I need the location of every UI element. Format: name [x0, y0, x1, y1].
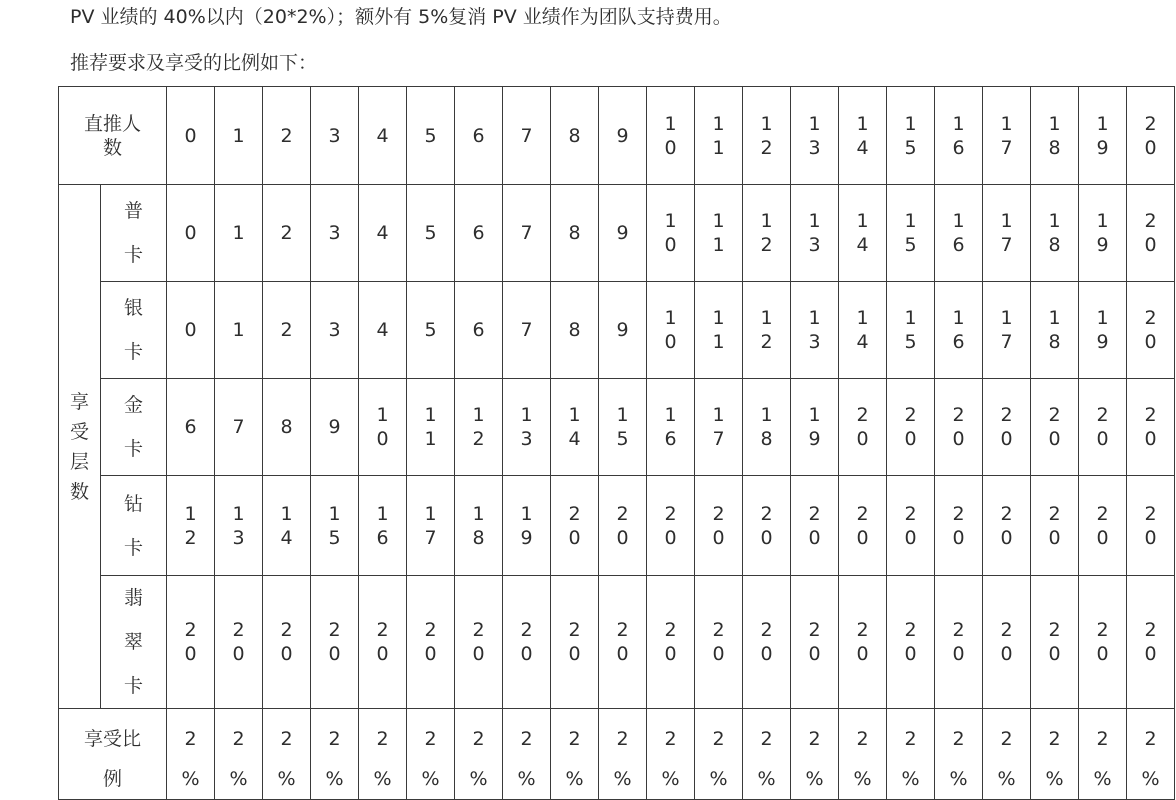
tier-value-cell: 2 0: [695, 576, 743, 709]
tier-value-cell: 2 0: [983, 576, 1031, 709]
tier-value-cell: 2 0: [935, 476, 983, 576]
header-label-line2: 数: [102, 136, 122, 159]
ratio-value-cell: 2 %: [839, 709, 887, 800]
tier-value-cell: 2 0: [791, 476, 839, 576]
tier-value-cell: 6: [455, 185, 503, 282]
intro-text: PV 业绩的 40%以内（20*2%）；额外有 5%复消 PV 业绩作为团队支持费用。: [70, 6, 732, 28]
header-count-cell: 1 4: [839, 87, 887, 185]
tier-value-cell: 9: [599, 282, 647, 379]
tier-row: [59, 476, 1175, 576]
tier-value-cell: 1 2: [743, 282, 791, 379]
ratio-value-cell: 2 %: [311, 709, 359, 800]
tier-value-cell: 2 0: [839, 476, 887, 576]
header-count-cell: 1 2: [743, 87, 791, 185]
tier-value-cell: 7: [503, 282, 551, 379]
group-label-char: 层: [69, 450, 89, 473]
tier-value-cell: 1 9: [1079, 185, 1127, 282]
ratio-value-cell: 2 %: [455, 709, 503, 800]
tier-value-cell: 1 2: [455, 379, 503, 476]
tier-value-cell: 2 0: [1079, 576, 1127, 709]
header-label-cell: [59, 87, 167, 185]
tier-value-cell: 8: [551, 185, 599, 282]
tier-value-cell: 2 0: [599, 576, 647, 709]
ratio-label-line1: 享受比: [83, 728, 141, 750]
tier-label-char: 钻: [123, 492, 143, 515]
tier-value-cell: 2 0: [167, 576, 215, 709]
ratio-label-line2: 例: [102, 768, 122, 790]
tier-value-cell: 1 5: [887, 282, 935, 379]
ratio-value-cell: 2 %: [1127, 709, 1175, 800]
ratio-value-cell: 2 %: [359, 709, 407, 800]
header-count-cell: 1 9: [1079, 87, 1127, 185]
ratio-value-cell: 2 %: [983, 709, 1031, 800]
ratio-value-cell: 2 %: [407, 709, 455, 800]
header-row: [59, 87, 1175, 185]
tier-value-cell: 2 0: [791, 576, 839, 709]
tier-value-cell: 1 3: [791, 185, 839, 282]
tier-value-cell: 2 0: [1031, 476, 1079, 576]
tier-value-cell: 2 0: [1127, 476, 1175, 576]
tier-value-cell: 2 0: [1127, 576, 1175, 709]
tier-value-cell: 2 0: [647, 476, 695, 576]
ratio-value-cell: 2 %: [551, 709, 599, 800]
tier-value-cell: 2 0: [743, 576, 791, 709]
header-count-cell: 4: [359, 87, 407, 185]
tier-value-cell: 2 0: [215, 576, 263, 709]
tier-value-cell: 2 0: [1127, 282, 1175, 379]
tier-value-cell: 1 6: [935, 282, 983, 379]
tier-value-cell: 1 5: [599, 379, 647, 476]
tier-value-cell: 5: [407, 185, 455, 282]
header-count-cell: 1: [215, 87, 263, 185]
header-count-cell: 2: [263, 87, 311, 185]
ratio-value-cell: 2 %: [695, 709, 743, 800]
tier-value-cell: 2 0: [935, 576, 983, 709]
tier-value-cell: 2 0: [503, 576, 551, 709]
ratio-row: [59, 709, 1175, 800]
tier-value-cell: 2 0: [551, 476, 599, 576]
tier-label-char: 卡: [123, 675, 143, 697]
tier-value-cell: 9: [599, 185, 647, 282]
tier-value-cell: 6: [455, 282, 503, 379]
tier-value-cell: 2 0: [263, 576, 311, 709]
header-count-cell: 1 0: [647, 87, 695, 185]
ratio-value-cell: 2 %: [743, 709, 791, 800]
tier-value-cell: 1 9: [791, 379, 839, 476]
tier-value-cell: 4: [359, 185, 407, 282]
ratio-value-cell: 2 %: [1031, 709, 1079, 800]
tier-value-cell: 1 6: [647, 379, 695, 476]
tier-row: [59, 282, 1175, 379]
header-count-cell: 1 5: [887, 87, 935, 185]
tier-value-cell: 2 0: [887, 379, 935, 476]
header-count-cell: 9: [599, 87, 647, 185]
tier-value-cell: 2 0: [647, 576, 695, 709]
group-label-char: 受: [69, 420, 89, 443]
ratio-value-cell: 2 %: [263, 709, 311, 800]
tier-value-cell: 2 0: [551, 576, 599, 709]
header-count-cell: 6: [455, 87, 503, 185]
tier-value-cell: 2 0: [887, 476, 935, 576]
ratio-value-cell: 2 %: [935, 709, 983, 800]
tier-label-cell: [101, 282, 167, 379]
header-count-cell: 2 0: [1127, 87, 1175, 185]
tier-value-cell: 2 0: [983, 379, 1031, 476]
tier-value-cell: 2 0: [887, 576, 935, 709]
tier-value-cell: 1 8: [455, 476, 503, 576]
tier-label-char: 卡: [123, 244, 143, 266]
tier-value-cell: 0: [167, 185, 215, 282]
tier-value-cell: 2 0: [743, 476, 791, 576]
tier-label-char: 卡: [123, 536, 143, 559]
tier-value-cell: 1 0: [647, 185, 695, 282]
header-label-line1: 直推人: [83, 112, 141, 135]
header-count-cell: 5: [407, 87, 455, 185]
tier-label-char: 翠: [123, 631, 143, 653]
tier-value-cell: 1 7: [983, 185, 1031, 282]
tier-value-cell: 1: [215, 185, 263, 282]
tier-value-cell: 1 6: [359, 476, 407, 576]
tier-label-char: 翡: [123, 587, 143, 609]
ratio-value-cell: 2 %: [215, 709, 263, 800]
tier-value-cell: 1 7: [983, 282, 1031, 379]
tier-value-cell: 6: [167, 379, 215, 476]
tier-value-cell: 2 0: [1079, 476, 1127, 576]
tier-row: [59, 576, 1175, 709]
tier-value-cell: 0: [167, 282, 215, 379]
tier-value-cell: 2: [263, 282, 311, 379]
ratio-value-cell: 2 %: [887, 709, 935, 800]
ratio-value-cell: 2 %: [647, 709, 695, 800]
header-count-cell: 0: [167, 87, 215, 185]
table-caption: 推荐要求及享受的比例如下：: [70, 52, 318, 74]
tier-value-cell: 2 0: [1127, 185, 1175, 282]
tier-value-cell: 3: [311, 282, 359, 379]
tier-value-cell: 1 3: [791, 282, 839, 379]
ratio-label-cell: [59, 709, 167, 800]
tier-row: [59, 185, 1175, 282]
tier-value-cell: 1 7: [695, 379, 743, 476]
header-count-cell: 8: [551, 87, 599, 185]
group-label-char: 享: [69, 390, 89, 413]
tier-value-cell: 2 0: [311, 576, 359, 709]
group-label-char: 数: [69, 480, 89, 503]
tier-value-cell: 1 3: [215, 476, 263, 576]
tier-value-cell: 2 0: [1031, 576, 1079, 709]
tier-value-cell: 8: [263, 379, 311, 476]
tier-value-cell: 2 0: [1079, 379, 1127, 476]
header-count-cell: 7: [503, 87, 551, 185]
tier-value-cell: 1 8: [1031, 185, 1079, 282]
tier-value-cell: 2 0: [695, 476, 743, 576]
tier-value-cell: 3: [311, 185, 359, 282]
tier-value-cell: 9: [311, 379, 359, 476]
tier-value-cell: 1 4: [839, 282, 887, 379]
tier-value-cell: 1 7: [407, 476, 455, 576]
tier-value-cell: 1 4: [551, 379, 599, 476]
tier-value-cell: 4: [359, 282, 407, 379]
tier-label-char: 卡: [123, 438, 143, 460]
tier-value-cell: 1 1: [695, 282, 743, 379]
header-count-cell: 3: [311, 87, 359, 185]
header-count-cell: 1 1: [695, 87, 743, 185]
ratio-value-cell: 2 %: [791, 709, 839, 800]
tier-label-cell: [101, 476, 167, 576]
tier-label-cell: [101, 379, 167, 476]
tier-value-cell: 5: [407, 282, 455, 379]
tier-value-cell: 7: [215, 379, 263, 476]
tier-row: [59, 379, 1175, 476]
tier-value-cell: 1 1: [695, 185, 743, 282]
tier-value-cell: 2: [263, 185, 311, 282]
tier-label-cell: [101, 185, 167, 282]
tier-value-cell: 2 0: [407, 576, 455, 709]
tier-value-cell: 1: [215, 282, 263, 379]
tier-value-cell: 2 0: [1031, 379, 1079, 476]
header-count-cell: 1 3: [791, 87, 839, 185]
header-count-cell: 1 8: [1031, 87, 1079, 185]
tier-value-cell: 2 0: [1127, 379, 1175, 476]
tier-value-cell: 8: [551, 282, 599, 379]
ratio-value-cell: 2 %: [599, 709, 647, 800]
tier-value-cell: 1 4: [839, 185, 887, 282]
tier-value-cell: 1 8: [743, 379, 791, 476]
tier-value-cell: 1 8: [1031, 282, 1079, 379]
tier-label-char: 金: [123, 394, 143, 416]
ratio-value-cell: 2 %: [167, 709, 215, 800]
ratio-value-cell: 2 %: [503, 709, 551, 800]
tier-value-cell: 1 0: [359, 379, 407, 476]
ratio-value-cell: 2 %: [1079, 709, 1127, 800]
tier-value-cell: 1 5: [311, 476, 359, 576]
tier-value-cell: 2 0: [839, 379, 887, 476]
tier-label-char: 普: [123, 200, 143, 222]
tier-value-cell: 7: [503, 185, 551, 282]
referral-requirements-table: [58, 86, 1175, 800]
tier-value-cell: 1 5: [887, 185, 935, 282]
tier-value-cell: 1 6: [935, 185, 983, 282]
tier-value-cell: 1 2: [743, 185, 791, 282]
tier-value-cell: 1 9: [1079, 282, 1127, 379]
tier-value-cell: 2 0: [359, 576, 407, 709]
tier-value-cell: 2 0: [839, 576, 887, 709]
header-count-cell: 1 7: [983, 87, 1031, 185]
tier-value-cell: 1 0: [647, 282, 695, 379]
tier-value-cell: 1 3: [503, 379, 551, 476]
tier-value-cell: 1 4: [263, 476, 311, 576]
tier-label-char: 卡: [123, 341, 143, 363]
tier-value-cell: 2 0: [935, 379, 983, 476]
tier-value-cell: 1 2: [167, 476, 215, 576]
tier-value-cell: 1 9: [503, 476, 551, 576]
tier-label-char: 银: [123, 297, 143, 319]
header-count-cell: 1 6: [935, 87, 983, 185]
tier-value-cell: 2 0: [983, 476, 1031, 576]
group-label-cell: [59, 185, 101, 709]
tier-value-cell: 1 1: [407, 379, 455, 476]
tier-value-cell: 2 0: [599, 476, 647, 576]
tier-value-cell: 2 0: [455, 576, 503, 709]
tier-label-cell: [101, 576, 167, 709]
